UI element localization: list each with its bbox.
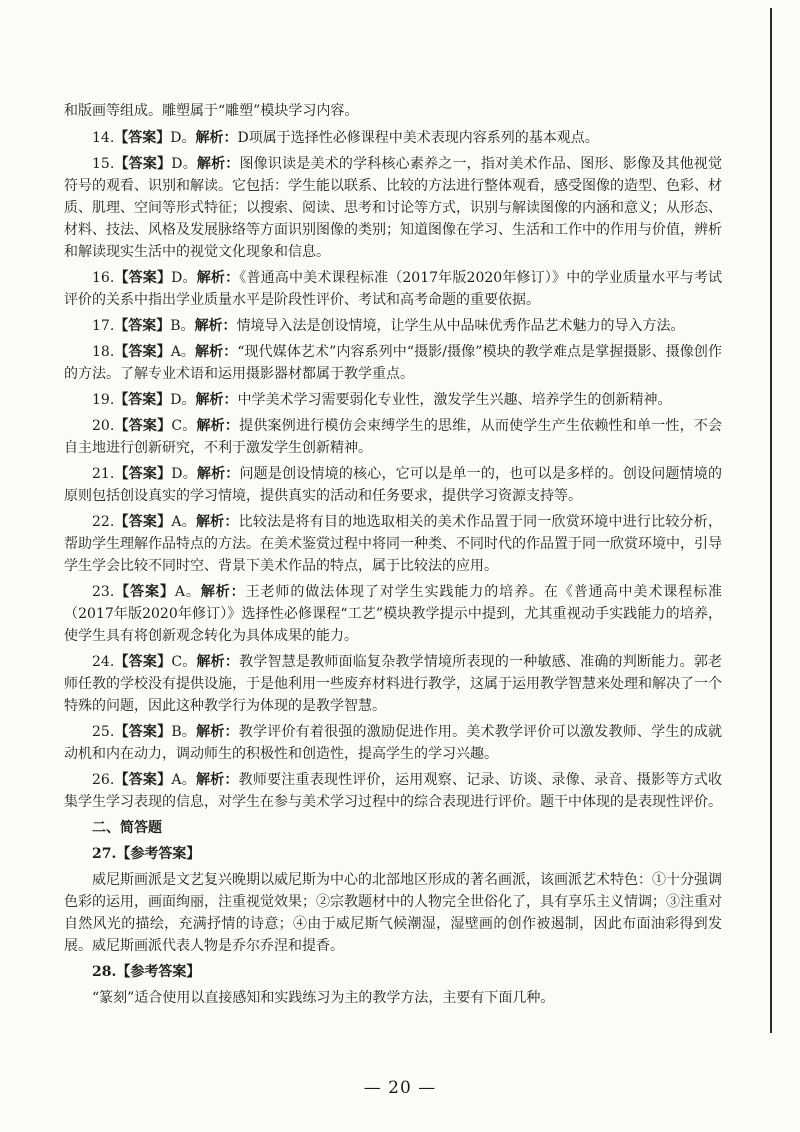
answer-choice: A。 — [171, 514, 196, 530]
answer-number: 21. — [92, 466, 115, 482]
answer-choice: D。 — [171, 156, 197, 172]
answer-choice: A。 — [171, 772, 196, 788]
answer-label: 【答案】 — [114, 724, 172, 740]
explanation-text: 教学评价有着很强的激励促进作用。美术教学评价可以激发教师、学生的成就动机和内在动力，调动师生的积极性和创造性，提高学生的学习兴趣。 — [64, 724, 723, 762]
answer-number: 16. — [92, 270, 115, 286]
answer-number: 14. — [92, 130, 115, 146]
answer-list — [64, 127, 722, 813]
explanation-text: 问题是创设情境的核心，它可以是单一的，也可以是多样的。创设问题情境的原则包括创设真实的学习情境，提供真实的活动和任务要求，提供学习资源支持等。 — [64, 466, 723, 504]
explanation-text: “现代媒体艺术”内容系列中“摄影/摄像”模块的教学难点是掌握摄影、摄像创作的方法。了解专业术语和运用摄影器材都属于教学重点。 — [64, 344, 722, 382]
answer-label: 【答案】 — [114, 392, 171, 408]
answer-explanations — [64, 100, 722, 1013]
q27-heading: 27.【参考答案】 — [92, 846, 201, 862]
explanation-label: 解析： — [196, 156, 240, 172]
answer-number: 19. — [92, 392, 115, 408]
q28-answer: “篆刻”适合使用以直接感知和实践练习为主的教学方法，主要有下面几种。 — [92, 990, 555, 1006]
answer-number: 23. — [92, 584, 115, 600]
answer-number: 17. — [92, 318, 115, 334]
answer-choice: C。 — [171, 418, 197, 434]
answer-label: 【答案】 — [114, 418, 172, 434]
explanation-label: 解析： — [195, 130, 238, 146]
answer-number: 24. — [92, 654, 115, 670]
answer-item — [64, 721, 722, 765]
explanation-label: 解析： — [196, 466, 240, 482]
answer-choice: B。 — [171, 724, 197, 740]
answer-item — [64, 415, 722, 459]
explanation-text: 王老师的做法体现了对学生实践能力的培养。在《普通高中美术课程标准（2017年版2020年修订）》选择性必修课程“工艺”模块教学提示中提到，尤其重视动手实践能力的培养，使学生具有将创新观念转化为具体成果的能力。 — [64, 584, 723, 644]
answer-label: 【答案】 — [114, 654, 172, 670]
page-edge-line — [770, 8, 772, 1033]
explanation-label: 解析： — [196, 724, 239, 740]
explanation-label: 解析： — [196, 654, 240, 670]
answer-number: 18. — [92, 344, 115, 360]
answer-label: 【答案】 — [114, 130, 171, 146]
answer-item — [64, 463, 722, 507]
explanation-label: 解析： — [195, 772, 239, 788]
explanation-text: 比较法是将有目的地选取相关的美术作品置于同一欣赏环境中进行比较分析，帮助学生理解作品特点的方法。在美术鉴赏过程中将同一种类、不同时代的作品置于同一欣赏环境中，引导学生学会比较不同时空、背景下美术作品的特点，属于比较法的应用。 — [64, 514, 722, 574]
answer-choice: B。 — [170, 318, 195, 334]
answer-choice: D。 — [171, 466, 197, 482]
answer-label: 【答案】 — [114, 584, 175, 600]
answer-label: 【答案】 — [114, 270, 172, 286]
answer-item — [64, 769, 722, 813]
explanation-text: 图像识读是美术的学科核心素养之一，指对美术作品、图形、影像及其他视觉符号的观看、识别和解读。它包括：学生能以联系、比较的方法进行整体观看，感受图像的造型、色彩、材质、肌理、空间等形式特征；以搜索、阅读、思考和讨论等方式，识别与解读图像的内涵和意义；从形态、材料、技法、风格及发展脉络等方面识别图像的类别；知道图像在学习、生活和工作中的作用与价值，辨析和解读现实生活中的视觉文化现象和信息。 — [64, 156, 723, 260]
answer-number: 25. — [92, 724, 115, 740]
page-number: — 20 — — [363, 1078, 437, 1098]
explanation-text: D项属于选择性必修课程中美术表现内容系列的基本观点。 — [237, 130, 599, 146]
explanation-label: 解析： — [200, 584, 246, 600]
explanation-label: 解析： — [196, 418, 240, 434]
explanation-text: 教师要注重表现性评价，运用观察、记录、访谈、录像、录音、摄影等方式收集学生学习表现的信息，对学生在参与美术学习过程中的综合表现进行评价。题干中体现的是表现性评价。 — [64, 772, 722, 810]
explanation-label: 解析： — [194, 318, 237, 334]
answer-number: 20. — [92, 418, 115, 434]
q27-answer: 威尼斯画派是文艺复兴晚期以威尼斯为中心的北部地区形成的著名画派，该画派艺术特色：①十分强调色彩的运用，画面绚丽，注重视觉效果；②宗教题材中的人物完全世俗化了，具有享乐主义情调；③注重对自然风光的描绘，充满抒情的诗意；④由于威尼斯气候潮湿，湿壁画的创作被遏制，因此布面油彩得到发展。威尼斯画派代表人物是乔尔乔涅和提香。 — [64, 872, 722, 954]
explanation-text: 中学美术学习需要弱化专业性，激发学生兴趣、培养学生的创新精神。 — [237, 392, 672, 408]
section-title: 二、简答题 — [92, 820, 162, 836]
answer-label: 【答案】 — [114, 344, 171, 360]
explanation-text: 情境导入法是创设情境，让学生从中品味优秀作品艺术魅力的导入方法。 — [236, 318, 685, 334]
answer-label: 【答案】 — [114, 318, 171, 334]
explanation-text: 教学智慧是教师面临复杂教学情境所表现的一种敏感、准确的判断能力。郭老师任教的学校没有提供设施，于是他利用一些废弃材料进行教学，这属于运用教学智慧来处理和解决了一个特殊的问题，因此这种教学行为体现的是教学智慧。 — [64, 654, 723, 714]
explanation-label: 解析： — [195, 514, 239, 530]
answer-number: 22. — [92, 514, 115, 530]
answer-item — [64, 651, 722, 717]
answer-label: 【答案】 — [114, 466, 172, 482]
explanation-text: 《普通高中美术课程标准（2017年版2020年修订）》中的学业质量水平与考试评价的关系中指出学业质量水平是阶段性评价、考试和高考命题的重要依据。 — [64, 270, 722, 308]
answer-item — [64, 581, 722, 647]
answer-item — [64, 315, 722, 337]
explanation-label: 解析： — [195, 392, 238, 408]
answer-item — [64, 127, 722, 149]
q28-heading: 28.【参考答案】 — [92, 964, 201, 980]
answer-choice: D。 — [170, 392, 196, 408]
explanation-label: 解析： — [195, 344, 238, 360]
answer-choice: D。 — [171, 270, 197, 286]
answer-item — [64, 389, 722, 411]
answer-choice: C。 — [171, 654, 197, 670]
continuation-text: 和版画等组成。雕塑属于“雕塑”模块学习内容。 — [64, 103, 359, 119]
answer-label: 【答案】 — [114, 772, 172, 788]
answer-item — [64, 511, 722, 577]
answer-label: 【答案】 — [114, 514, 172, 530]
explanation-label: 解析： — [196, 270, 240, 286]
answer-item — [64, 341, 722, 385]
answer-choice: A。 — [174, 584, 201, 600]
answer-number: 15. — [92, 156, 115, 172]
explanation-text: 提供案例进行模仿会束缚学生的思维，从而使学生产生依赖性和单一性，不会自主地进行创新研究，不利于激发学生创新精神。 — [64, 418, 723, 456]
answer-item — [64, 153, 722, 263]
answer-choice: D。 — [170, 130, 196, 146]
answer-label: 【答案】 — [114, 156, 172, 172]
answer-number: 26. — [92, 772, 115, 788]
answer-item — [64, 267, 722, 311]
answer-choice: A。 — [170, 344, 196, 360]
